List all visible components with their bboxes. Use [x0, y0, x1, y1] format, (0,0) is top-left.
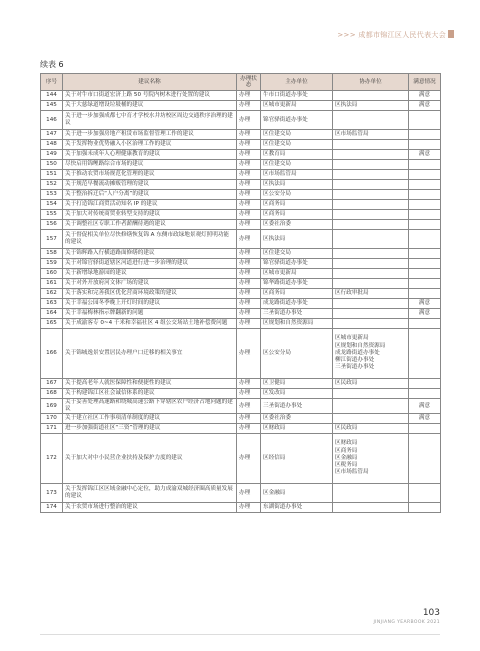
table-row [41, 299, 441, 309]
row-name: 关于督促相关单位尽快修缮恢复锦 A 东侧市政绿地景观灯照明功能的建议 [63, 230, 237, 249]
assist-unit-line: 区市场监管局 [335, 469, 369, 476]
row-lead-unit: 区公安分局 [261, 329, 333, 379]
row-satisfaction [409, 289, 441, 299]
row-assist-unit [333, 170, 409, 180]
table-row [41, 424, 441, 434]
row-number: 169 [41, 399, 63, 414]
table-row [41, 130, 441, 140]
row-lead-unit: 牛市口街道办事处 [261, 91, 333, 101]
row-satisfaction [409, 230, 441, 249]
table-row [41, 484, 441, 503]
row-status: 办理 [237, 160, 261, 170]
table-row [41, 289, 441, 299]
table-row [41, 160, 441, 170]
row-number: 168 [41, 389, 63, 399]
row-satisfaction: 满意 [409, 414, 441, 424]
row-assist-unit [333, 319, 409, 329]
row-status: 办理 [237, 230, 261, 249]
row-lead-unit: 锦华路街道办事处 [261, 279, 333, 289]
header-title: >>> 成都市锦江区人民代表大会 [337, 31, 446, 39]
footer-divider [40, 634, 440, 635]
row-status: 办理 [237, 249, 261, 259]
row-number: 145 [41, 101, 63, 111]
row-satisfaction [409, 389, 441, 399]
row-status: 办理 [237, 484, 261, 503]
row-lead-unit: 区委社治委 [261, 414, 333, 424]
row-status: 办理 [237, 101, 261, 111]
page-number: 103 [422, 608, 440, 618]
row-number: 146 [41, 111, 63, 130]
row-assist-unit [333, 249, 409, 259]
header-no: 序号 [41, 74, 63, 91]
row-assist-unit: 区执法局 [333, 101, 409, 111]
row-lead-unit: 区住建交局 [261, 130, 333, 140]
table-body [41, 91, 441, 513]
row-name: 尽快启用锦鲤路综合市场的建议 [63, 160, 237, 170]
row-satisfaction [409, 249, 441, 259]
row-number: 157 [41, 230, 63, 249]
row-satisfaction [409, 329, 441, 379]
row-lead-unit: 区商务局 [261, 210, 333, 220]
row-name: 关于建立社区工作事项清单制度的建议 [63, 414, 237, 424]
row-status: 办理 [237, 200, 261, 210]
row-number: 147 [41, 130, 63, 140]
row-satisfaction [409, 424, 441, 434]
header-name: 建议名称 [63, 74, 237, 91]
row-assist-unit [333, 329, 409, 379]
row-status: 办理 [237, 399, 261, 414]
row-status: 办理 [237, 150, 261, 160]
row-assist-unit [333, 259, 409, 269]
row-lead-unit: 区财政局 [261, 424, 333, 434]
row-assist-unit [333, 210, 409, 220]
row-name: 关于规范早餐流动摊贩管理的建议 [63, 180, 237, 190]
row-number: 163 [41, 299, 63, 309]
row-satisfaction [409, 503, 441, 513]
row-number: 149 [41, 150, 63, 160]
row-assist-unit [333, 111, 409, 130]
row-assist-unit: 区市场监管局 [333, 130, 409, 140]
row-number: 172 [41, 434, 63, 484]
row-lead-unit: 区住建交局 [261, 140, 333, 150]
row-satisfaction [409, 379, 441, 389]
row-lead-unit: 区执法局 [261, 230, 333, 249]
row-status: 办理 [237, 190, 261, 200]
row-satisfaction: 满意 [409, 91, 441, 101]
table-row [41, 180, 441, 190]
row-satisfaction [409, 180, 441, 190]
row-status: 办理 [237, 309, 261, 319]
row-name: 关于调整社区专职工作者薪酬待遇的建议 [63, 220, 237, 230]
row-lead-unit: 区公安分局 [261, 190, 333, 200]
row-number: 171 [41, 424, 63, 434]
assist-unit-line: 区城市更新局 [335, 335, 369, 342]
table-row [41, 279, 441, 289]
row-lead-unit: 区卫健局 [261, 379, 333, 389]
row-satisfaction [409, 269, 441, 279]
row-number: 161 [41, 279, 63, 289]
row-lead-unit: 锦官驿街道办事处 [261, 259, 333, 269]
row-name: 关于落实和完善我区优化营商环境政策的建议 [63, 289, 237, 299]
row-lead-unit: 东湖街道办事处 [261, 503, 333, 513]
row-number: 164 [41, 309, 63, 319]
table-row [41, 329, 441, 379]
row-lead-unit: 锦官驿街道办事处 [261, 111, 333, 130]
row-number: 153 [41, 190, 63, 200]
row-name: 关于进一步加强成都七中育才学校水井坊校区周边交通秩序治理的建议 [63, 111, 237, 130]
row-status: 办理 [237, 319, 261, 329]
row-satisfaction: 满意 [409, 150, 441, 160]
row-name: 关于加大对传统商贸业转型支持的建议 [63, 210, 237, 220]
row-number: 154 [41, 200, 63, 210]
row-satisfaction: 满意 [409, 309, 441, 319]
row-satisfaction: 满意 [409, 101, 441, 111]
row-status: 办理 [237, 170, 261, 180]
table-row [41, 414, 441, 424]
row-lead-unit: 区经信局 [261, 434, 333, 484]
row-satisfaction [409, 434, 441, 484]
row-assist-unit [333, 399, 409, 414]
row-status: 办理 [237, 424, 261, 434]
table-row [41, 309, 441, 319]
table-row [41, 190, 441, 200]
row-number: 156 [41, 220, 63, 230]
page-footer-subtitle: JINJIANG YEARBOOK 2021 [373, 620, 440, 625]
row-assist-unit [333, 230, 409, 249]
row-assist-unit [333, 200, 409, 210]
row-lead-unit: 区商务局 [261, 200, 333, 210]
table-row [41, 210, 441, 220]
row-lead-unit: 区执法局 [261, 180, 333, 190]
row-assist-unit [333, 160, 409, 170]
row-assist-unit: 区民政局 [333, 424, 409, 434]
header-assist: 协办单位 [333, 74, 409, 91]
row-name: 关于大慈绿道增设垃圾桶的建议 [63, 101, 237, 111]
row-lead-unit: 区教育局 [261, 150, 333, 160]
row-number: 150 [41, 160, 63, 170]
row-satisfaction [409, 259, 441, 269]
row-name: 关于新增绿地游园的建议 [63, 269, 237, 279]
row-status: 办理 [237, 140, 261, 150]
assist-unit-line: 成龙路街道办事处 [335, 349, 380, 356]
row-satisfaction [409, 220, 441, 230]
row-assist-unit [333, 190, 409, 200]
row-assist-unit [333, 269, 409, 279]
row-number: 159 [41, 259, 63, 269]
row-status: 办理 [237, 130, 261, 140]
row-status: 办理 [237, 279, 261, 289]
row-satisfaction [409, 484, 441, 503]
row-name: 关于锦城逸景安置居民办理户口迁移的相关事宜 [63, 329, 237, 379]
row-name: 关于幸福公园冬季晚上开灯时间的建议 [63, 299, 237, 309]
row-status: 办理 [237, 220, 261, 230]
header-bookmark-icon [448, 30, 454, 38]
row-assist-unit [333, 150, 409, 160]
table-row [41, 220, 441, 230]
row-lead-unit: 区委社治委 [261, 220, 333, 230]
row-lead-unit: 三圣街道办事处 [261, 309, 333, 319]
row-name: 关于进一步加强房地产租赁市场监督管理工作的建议 [63, 130, 237, 140]
row-lead-unit: 区住建交局 [261, 160, 333, 170]
row-satisfaction [409, 190, 441, 200]
row-number: 152 [41, 180, 63, 190]
row-assist-unit [333, 309, 409, 319]
row-name: 关于提高老年人就医保障性和便捷性的建议 [63, 379, 237, 389]
row-number: 162 [41, 289, 63, 299]
table-row [41, 319, 441, 329]
row-status: 办理 [237, 434, 261, 484]
row-number: 158 [41, 249, 63, 259]
row-number: 170 [41, 414, 63, 424]
row-lead-unit: 区金融局 [261, 484, 333, 503]
table-container [40, 73, 440, 513]
header-satisfaction: 满意情况 [409, 74, 441, 91]
row-status: 办理 [237, 210, 261, 220]
row-assist-unit [333, 91, 409, 101]
row-status: 办理 [237, 111, 261, 130]
row-assist-unit: 区行政审批局 [333, 289, 409, 299]
row-name: 进一步加强街道社区“三资”管理的建议 [63, 424, 237, 434]
row-assist-unit [333, 279, 409, 289]
row-assist-unit: 区民政局 [333, 379, 409, 389]
row-number: 151 [41, 170, 63, 180]
header-status: 办理状态 [237, 74, 261, 91]
row-satisfaction [409, 111, 441, 130]
row-number: 148 [41, 140, 63, 150]
table-row [41, 140, 441, 150]
row-assist-unit [333, 389, 409, 399]
row-name: 关于整治拆迁后“人户分离”的建议 [63, 190, 237, 200]
row-name: 关于妥善处理高速路和绕城高速公路下穿辖区农户经济占地问题的建议 [63, 399, 237, 414]
table-row [41, 111, 441, 130]
row-name: 关于对外开放府河文体广场的建议 [63, 279, 237, 289]
row-satisfaction [409, 170, 441, 180]
row-lead-unit: 三圣街道办事处 [261, 399, 333, 414]
row-assist-unit [333, 180, 409, 190]
row-name: 关于推动农贸市场规范化管理的建议 [63, 170, 237, 180]
row-status: 办理 [237, 414, 261, 424]
row-satisfaction: 满意 [409, 299, 441, 309]
table-row [41, 389, 441, 399]
table-row [41, 249, 441, 259]
row-satisfaction [409, 210, 441, 220]
row-number: 174 [41, 503, 63, 513]
row-name: 关于成渝客专 0~4 千米和幸福社区 4 组公交场站土地补偿费问题 [63, 319, 237, 329]
assist-unit-line: 区金融局 [335, 454, 358, 461]
row-name: 关于加强未成年人心理健康教育的建议 [63, 150, 237, 160]
row-status: 办理 [237, 329, 261, 379]
row-status: 办理 [237, 503, 261, 513]
row-status: 办理 [237, 379, 261, 389]
table-row [41, 200, 441, 210]
row-lead-unit: 区住建交局 [261, 249, 333, 259]
table-row [41, 91, 441, 101]
row-number: 173 [41, 484, 63, 503]
row-status: 办理 [237, 269, 261, 279]
assist-unit-line: 区规划和自然资源局 [335, 342, 386, 349]
row-number: 144 [41, 91, 63, 101]
row-assist-unit [333, 299, 409, 309]
row-satisfaction [409, 160, 441, 170]
row-name: 关于构建锦江区社会诚信体系的建议 [63, 389, 237, 399]
row-name: 关于对锦官驿街道辖区河道进行进一步治理的建议 [63, 259, 237, 269]
table-row [41, 150, 441, 160]
table-label: 续表 6 [40, 60, 64, 69]
assist-unit-line: 三圣街道办事处 [335, 364, 375, 371]
row-name: 关于打造锦江商贸活动知名 IP 的建议 [63, 200, 237, 210]
row-lead-unit: 区市场监管局 [261, 170, 333, 180]
table-row [41, 503, 441, 513]
assist-unit-line: 区商务局 [335, 447, 358, 454]
row-name: 关于对牛市口街道宏济上路 50 号院内树木进行处置的建议 [63, 91, 237, 101]
row-assist-unit [333, 484, 409, 503]
row-satisfaction [409, 319, 441, 329]
row-satisfaction: 满意 [409, 399, 441, 414]
table-row [41, 101, 441, 111]
row-satisfaction [409, 130, 441, 140]
row-assist-unit [333, 140, 409, 150]
row-assist-unit [333, 503, 409, 513]
table-row [41, 230, 441, 249]
row-status: 办理 [237, 91, 261, 101]
row-satisfaction [409, 279, 441, 289]
assist-unit-line: 柳江街道办事处 [335, 357, 375, 364]
row-lead-unit: 区发改局 [261, 389, 333, 399]
table-row [41, 259, 441, 269]
header-lead: 主办单位 [261, 74, 333, 91]
row-lead-unit: 区城市更新局 [261, 269, 333, 279]
row-status: 办理 [237, 289, 261, 299]
row-satisfaction [409, 140, 441, 150]
row-assist-unit [333, 220, 409, 230]
row-lead-unit: 区规划和自然资源局 [261, 319, 333, 329]
row-status: 办理 [237, 180, 261, 190]
table-row [41, 269, 441, 279]
row-satisfaction [409, 200, 441, 210]
table-header-row [41, 74, 441, 91]
row-name: 关于发挥物业优势融入小区治理工作的建议 [63, 140, 237, 150]
row-number: 165 [41, 319, 63, 329]
row-status: 办理 [237, 389, 261, 399]
row-status: 办理 [237, 299, 261, 309]
row-number: 167 [41, 379, 63, 389]
row-name: 关于农贸市场进行整治的建议 [63, 503, 237, 513]
row-name: 关于发挥锦江区区域金融中心定位，助力成渝双城经济圈高质量发展的建议 [63, 484, 237, 503]
row-name: 关于加大对中小民营企业扶持及保护力度的建议 [63, 434, 237, 484]
table-row [41, 399, 441, 414]
row-lead-unit: 成龙路街道办事处 [261, 299, 333, 309]
row-status: 办理 [237, 259, 261, 269]
row-lead-unit: 区城市更新局 [261, 101, 333, 111]
page-header [0, 0, 480, 46]
table-row [41, 170, 441, 180]
assist-unit-line: 区税务局 [335, 462, 358, 469]
row-name: 关于锦辉路入行横道路面修缮的建议 [63, 249, 237, 259]
table-row [41, 379, 441, 389]
row-assist-unit [333, 414, 409, 424]
row-name: 关于幸福梅林指示牌翻新的问题 [63, 309, 237, 319]
row-number: 155 [41, 210, 63, 220]
table-row [41, 434, 441, 484]
proposals-table [40, 73, 441, 513]
row-lead-unit: 区商务局 [261, 289, 333, 299]
row-assist-unit [333, 434, 409, 484]
row-number: 160 [41, 269, 63, 279]
assist-unit-line: 区财政局 [335, 440, 358, 447]
row-number: 166 [41, 329, 63, 379]
